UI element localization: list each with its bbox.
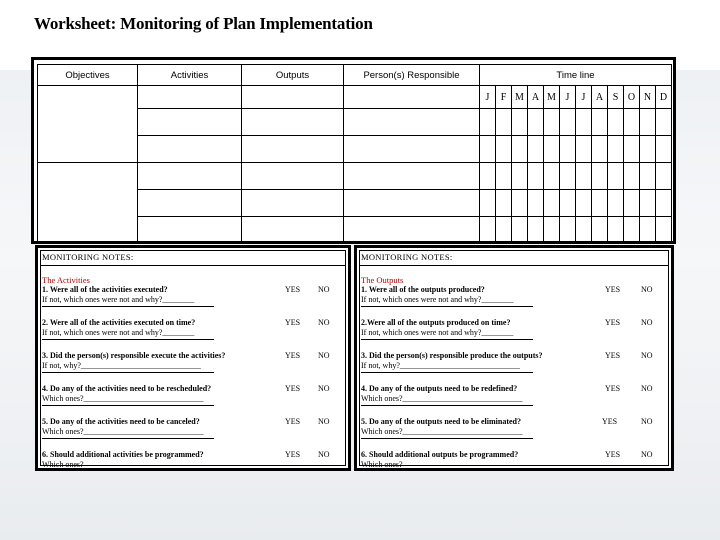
question-text: 4. Do any of the activities need to be rescheduled?	[42, 384, 212, 393]
table-cell[interactable]	[512, 163, 528, 190]
table-cell[interactable]	[496, 163, 512, 190]
section-heading-outputs: The Outputs	[361, 275, 404, 285]
table-cell[interactable]	[544, 136, 560, 163]
table-cell[interactable]	[242, 217, 344, 244]
yes-option[interactable]: YES	[285, 351, 301, 360]
table-cell[interactable]	[496, 190, 512, 217]
table-cell[interactable]	[592, 217, 608, 244]
question-text: 6. Should additional activities be programmed?	[42, 450, 204, 459]
table-cell[interactable]	[608, 136, 624, 163]
no-option[interactable]: NO	[318, 384, 330, 393]
table-cell[interactable]	[344, 217, 480, 244]
question-block	[361, 417, 667, 447]
table-cell[interactable]	[512, 109, 528, 136]
table-cell[interactable]	[560, 109, 576, 136]
table-cell[interactable]	[496, 136, 512, 163]
yes-option[interactable]: YES	[605, 318, 621, 327]
question-text: 2. Were all of the activities executed on time?	[42, 318, 196, 327]
question-block	[42, 318, 344, 348]
table-cell[interactable]	[544, 190, 560, 217]
divider	[359, 265, 669, 266]
table-cell[interactable]	[138, 136, 242, 163]
month-label: S	[608, 86, 624, 109]
table-cell[interactable]	[496, 217, 512, 244]
no-option[interactable]: NO	[318, 417, 330, 426]
question-text: 2.Were all of the outputs produced on time?	[361, 318, 511, 327]
table-cell[interactable]	[576, 190, 592, 217]
answer-line[interactable]	[361, 306, 533, 307]
question-followup: If not, which ones were not and why?________	[42, 328, 195, 337]
table-cell[interactable]	[624, 136, 640, 163]
table-cell[interactable]	[344, 109, 480, 136]
question-followup: If not, which ones were not and why?________	[361, 295, 514, 304]
question-text: 1. Were all of the activities executed?	[42, 285, 168, 294]
table-cell[interactable]	[480, 109, 496, 136]
table-cell[interactable]	[528, 163, 544, 190]
yes-option[interactable]: YES	[285, 318, 301, 327]
table-cell[interactable]	[656, 163, 672, 190]
table-cell[interactable]	[592, 163, 608, 190]
table-cell[interactable]	[480, 190, 496, 217]
month-label: F	[496, 86, 512, 109]
question-block	[361, 384, 667, 414]
month-label: N	[640, 86, 656, 109]
table-cell[interactable]	[528, 109, 544, 136]
table-cell[interactable]	[608, 217, 624, 244]
table-cell[interactable]	[344, 190, 480, 217]
month-label: M	[544, 86, 560, 109]
table-cell[interactable]	[640, 190, 656, 217]
table-cell[interactable]	[242, 136, 344, 163]
table-cell[interactable]	[592, 109, 608, 136]
yes-option[interactable]: YES	[605, 351, 621, 360]
table-cell[interactable]	[544, 163, 560, 190]
table-cell[interactable]	[480, 217, 496, 244]
page-title: Worksheet: Monitoring of Plan Implementation	[34, 14, 373, 33]
answer-line[interactable]	[42, 372, 214, 373]
table-cell[interactable]	[560, 136, 576, 163]
answer-line[interactable]	[361, 405, 533, 406]
divider	[40, 265, 346, 266]
answer-line[interactable]	[361, 372, 533, 373]
yes-option[interactable]: YES	[285, 384, 301, 393]
question-text: 3. Did the person(s) responsible produce the outputs?	[361, 351, 543, 360]
month-label: J	[480, 86, 496, 109]
table-cell[interactable]	[242, 163, 344, 190]
table-cell[interactable]	[138, 86, 242, 109]
yes-option[interactable]: YES	[605, 384, 621, 393]
no-option[interactable]: NO	[318, 351, 330, 360]
table-cell[interactable]	[624, 217, 640, 244]
table-cell[interactable]	[344, 86, 480, 109]
month-label: O	[624, 86, 640, 109]
header-time-line: Time line	[480, 65, 672, 86]
table-cell[interactable]	[576, 163, 592, 190]
yes-option[interactable]: YES	[285, 450, 301, 459]
yes-option[interactable]: YES	[285, 285, 301, 294]
table-cell[interactable]	[512, 217, 528, 244]
table-cell[interactable]	[592, 190, 608, 217]
question-followup: Which ones?	[361, 460, 403, 469]
header-persons-responsible: Person(s) Responsible	[344, 65, 480, 86]
answer-line[interactable]	[42, 438, 214, 439]
table-cell[interactable]	[656, 217, 672, 244]
answer-line[interactable]	[42, 339, 214, 340]
question-text: 6. Should additional outputs be programmed?	[361, 450, 519, 459]
question-followup: Which ones?______________________________	[361, 427, 523, 436]
no-option[interactable]: NO	[318, 285, 330, 294]
monitoring-notes-title: MONITORING NOTES:	[42, 252, 134, 262]
question-block	[361, 285, 667, 315]
no-option[interactable]: NO	[641, 285, 653, 294]
table-cell[interactable]	[576, 136, 592, 163]
yes-option[interactable]: YES	[605, 450, 621, 459]
table-cell[interactable]	[656, 190, 672, 217]
question-block	[42, 384, 344, 414]
question-block	[42, 351, 344, 381]
monitoring-notes-title: MONITORING NOTES:	[361, 252, 453, 262]
question-text: 5. Do any of the activities need to be canceled?	[42, 417, 200, 426]
question-followup: If not, why?______________________________	[42, 361, 201, 370]
table-cell[interactable]	[242, 86, 344, 109]
table-cell[interactable]	[496, 109, 512, 136]
objective-cell-2[interactable]	[38, 163, 138, 244]
table-cell[interactable]	[242, 109, 344, 136]
table-cell[interactable]	[344, 163, 480, 190]
table-cell[interactable]	[544, 109, 560, 136]
table-cell[interactable]	[608, 109, 624, 136]
question-text: 3. Did the person(s) responsible execute the activities?	[42, 351, 226, 360]
month-label: D	[656, 86, 672, 109]
section-heading-activities: The Activities	[42, 275, 90, 285]
table-cell[interactable]	[138, 190, 242, 217]
table-cell[interactable]	[656, 136, 672, 163]
no-option[interactable]: NO	[318, 450, 330, 459]
no-option[interactable]: NO	[641, 417, 653, 426]
monitoring-notes-outputs	[354, 245, 674, 471]
question-block	[42, 417, 344, 447]
month-label: J	[576, 86, 592, 109]
table-cell[interactable]	[640, 136, 656, 163]
table-cell[interactable]	[576, 217, 592, 244]
plan-table-frame	[31, 57, 676, 244]
table-cell[interactable]	[624, 163, 640, 190]
question-followup: If not, why?______________________________	[361, 361, 520, 370]
table-cell[interactable]	[576, 109, 592, 136]
answer-line[interactable]	[42, 306, 214, 307]
question-block	[42, 450, 344, 480]
table-cell[interactable]	[640, 217, 656, 244]
table-cell[interactable]	[640, 163, 656, 190]
question-followup: If not, which ones were not and why?________	[42, 295, 195, 304]
table-cell[interactable]	[512, 190, 528, 217]
table-cell[interactable]	[480, 163, 496, 190]
table-cell[interactable]	[138, 109, 242, 136]
yes-option[interactable]: YES	[602, 417, 618, 426]
table-cell[interactable]	[544, 217, 560, 244]
question-block	[361, 450, 667, 480]
table-cell[interactable]	[528, 136, 544, 163]
table-cell[interactable]	[528, 190, 544, 217]
question-block	[42, 285, 344, 315]
table-cell[interactable]	[528, 217, 544, 244]
table-cell[interactable]	[344, 136, 480, 163]
no-option[interactable]: NO	[641, 450, 653, 459]
table-cell[interactable]	[242, 190, 344, 217]
question-followup: If not, which ones were not and why?________	[361, 328, 514, 337]
table-cell[interactable]	[592, 136, 608, 163]
question-text: 1. Were all of the outputs produced?	[361, 285, 485, 294]
table-cell[interactable]	[138, 163, 242, 190]
header-activities: Activities	[138, 65, 242, 86]
question-block	[361, 351, 667, 381]
answer-line[interactable]	[361, 339, 533, 340]
plan-table	[37, 64, 672, 244]
no-option[interactable]: NO	[641, 384, 653, 393]
table-cell[interactable]	[480, 136, 496, 163]
answer-line[interactable]	[42, 405, 214, 406]
month-label: A	[528, 86, 544, 109]
question-followup: Which ones?______________________________	[42, 427, 204, 436]
monitoring-notes-activities	[35, 245, 351, 471]
table-cell[interactable]	[656, 109, 672, 136]
table-cell[interactable]	[560, 163, 576, 190]
question-followup: Which ones?	[42, 460, 84, 469]
answer-line[interactable]	[361, 438, 533, 439]
month-label: M	[512, 86, 528, 109]
month-label: A	[592, 86, 608, 109]
table-cell[interactable]	[138, 217, 242, 244]
question-text: 4. Do any of the outputs need to be redefined?	[361, 384, 518, 393]
yes-option[interactable]: YES	[605, 285, 621, 294]
no-option[interactable]: NO	[641, 318, 653, 327]
table-cell[interactable]	[624, 109, 640, 136]
question-block	[361, 318, 667, 348]
table-cell[interactable]	[560, 190, 576, 217]
table-cell[interactable]	[624, 190, 640, 217]
table-cell[interactable]	[512, 136, 528, 163]
header-objectives: Objectives	[38, 65, 138, 86]
table-cell[interactable]	[560, 217, 576, 244]
table-cell[interactable]	[640, 109, 656, 136]
yes-option[interactable]: YES	[285, 417, 301, 426]
question-followup: Which ones?______________________________	[42, 394, 204, 403]
no-option[interactable]: NO	[318, 318, 330, 327]
no-option[interactable]: NO	[641, 351, 653, 360]
question-text: 5. Do any of the outputs need to be eliminated?	[361, 417, 522, 426]
table-cell[interactable]	[608, 190, 624, 217]
month-label: J	[560, 86, 576, 109]
question-followup: Which ones?______________________________	[361, 394, 523, 403]
table-cell[interactable]	[608, 163, 624, 190]
header-outputs: Outputs	[242, 65, 344, 86]
objective-cell-1[interactable]	[38, 86, 138, 163]
